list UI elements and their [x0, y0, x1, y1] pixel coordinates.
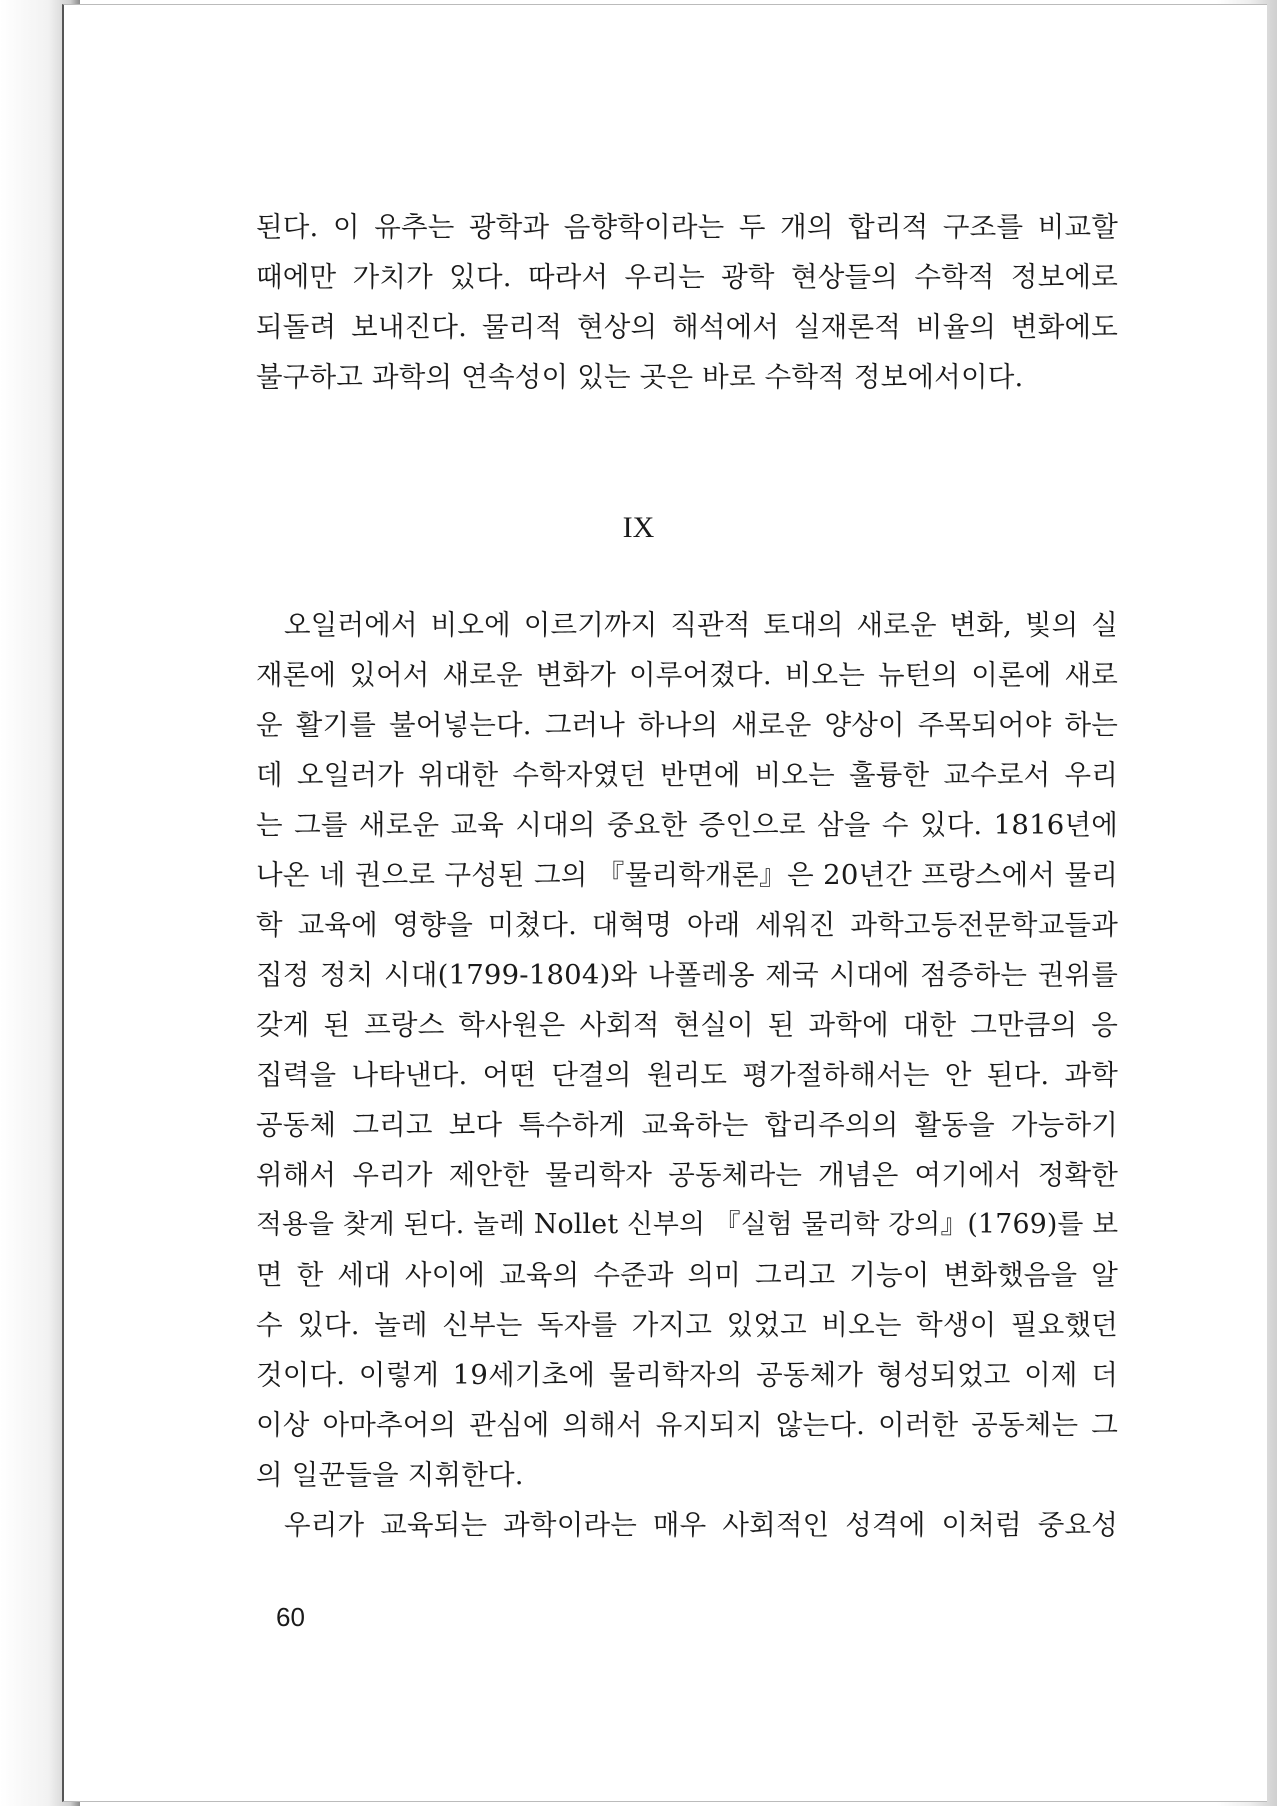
text-line: 재론에 있어서 새로운 변화가 이루어졌다. 비오는 뉴턴의 이론에 새로 [256, 659, 1118, 691]
text-line: 때에만 가치가 있다. 따라서 우리는 광학 현상들의 수학적 정보에로 [256, 261, 1118, 293]
text-line: 운 활기를 불어넣는다. 그러나 하나의 새로운 양상이 주목되어야 하는 [256, 709, 1118, 741]
text-line: 적용을 찾게 된다. 놀레 Nollet 신부의 『실험 물리학 강의』(1769)를 보 [256, 1209, 1119, 1240]
text-line: 의 일꾼들을 지휘한다. [256, 1459, 524, 1491]
text-line: 집력을 나타낸다. 어떤 단결의 원리도 평가절하해서는 안 된다. 과학 [256, 1059, 1118, 1091]
text-line: 된다. 이 유추는 광학과 음향학이라는 두 개의 합리적 구조를 비교할 [256, 211, 1118, 243]
page-number: 60 [276, 1602, 305, 1632]
text-line: 수 있다. 놀레 신부는 독자를 가지고 있었고 비오는 학생이 필요했던 [256, 1309, 1118, 1341]
text-line: 는 그를 새로운 교육 시대의 중요한 증인으로 삼을 수 있다. 1816년에 [256, 809, 1118, 841]
text-line: 되돌려 보내진다. 물리적 현상의 해석에서 실재론적 비율의 변화에도 [256, 311, 1118, 343]
text-line: 집정 정치 시대(1799-1804)와 나폴레옹 제국 시대에 점증하는 권위를 [256, 959, 1118, 991]
text-line: 면 한 세대 사이에 교육의 수준과 의미 그리고 기능이 변화했음을 알 [256, 1259, 1118, 1291]
text-line: 데 오일러가 위대한 수학자였던 반면에 비오는 훌륭한 교수로서 우리 [256, 759, 1118, 791]
section-heading: IX [622, 511, 655, 544]
text-line: 오일러에서 비오에 이르기까지 직관적 토대의 새로운 변화, 빛의 실 [284, 609, 1118, 641]
top-paragraph [256, 202, 1118, 402]
text-line: 나온 네 권으로 구성된 그의 『물리학개론』은 20년간 프랑스에서 물리 [256, 859, 1118, 891]
text-line: 불구하고 과학의 연속성이 있는 곳은 바로 수학적 정보에서이다. [256, 361, 1024, 393]
text-line: 것이다. 이렇게 19세기초에 물리학자의 공동체가 형성되었고 이제 더 [256, 1359, 1118, 1391]
text-line: 공동체 그리고 보다 특수하게 교육하는 합리주의의 활동을 가능하기 [256, 1109, 1118, 1141]
text-line: 위해서 우리가 제안한 물리학자 공동체라는 개념은 여기에서 정확한 [256, 1159, 1118, 1191]
main-paragraph [256, 600, 1118, 1550]
text-line: 우리가 교육되는 과학이라는 매우 사회적인 성격에 이처럼 중요성 [284, 1509, 1118, 1541]
text-line: 이상 아마추어의 관심에 의해서 유지되지 않는다. 이러한 공동체는 그 [256, 1409, 1118, 1441]
text-line: 갖게 된 프랑스 학사원은 사회적 현실이 된 과학에 대한 그만큼의 응 [256, 1009, 1118, 1041]
text-line: 학 교육에 영향을 미쳤다. 대혁명 아래 세워진 과학고등전문학교들과 [256, 909, 1118, 941]
